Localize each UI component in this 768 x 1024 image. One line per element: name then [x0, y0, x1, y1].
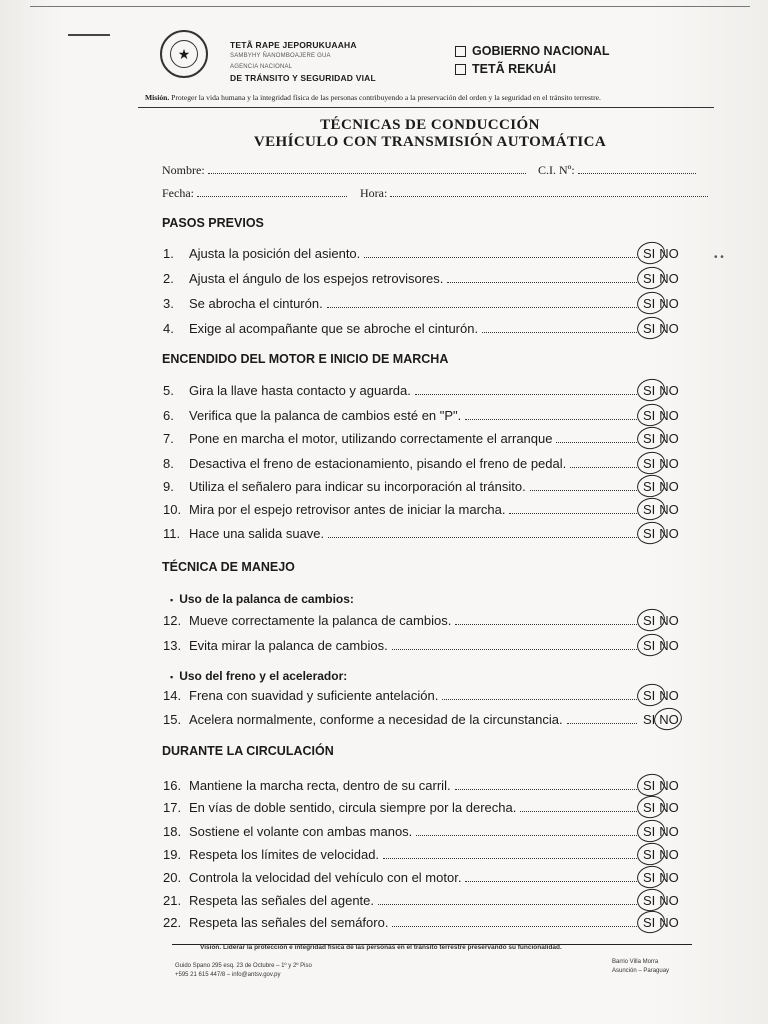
checklist-item: [163, 271, 703, 289]
answer-no-label: NO: [659, 479, 679, 494]
subsection-freno-label: Uso del freno y el acelerador:: [179, 669, 348, 683]
answer-options: [643, 271, 703, 286]
answer-si[interactable]: [643, 479, 655, 494]
answer-options: [643, 502, 703, 517]
item-text: Ajusta el ángulo de los espejos retrovisores.: [189, 271, 444, 286]
answer-si-label: SI: [643, 271, 656, 286]
answer-si[interactable]: [643, 893, 655, 908]
answer-si-label: SI: [643, 502, 656, 517]
item-text: En vías de doble sentido, circula siempre por la derecha.: [189, 800, 517, 815]
checklist-item: [163, 778, 703, 796]
answer-si[interactable]: [643, 502, 655, 517]
answer-no[interactable]: [659, 383, 679, 398]
answer-no[interactable]: [659, 870, 679, 885]
answer-options: [643, 613, 703, 628]
answer-options: [643, 824, 703, 839]
answer-options: [643, 408, 703, 423]
answer-options: [643, 456, 703, 471]
header-divider: [138, 107, 714, 108]
answer-si-label: SI: [643, 408, 656, 423]
item-number: 14.: [163, 688, 182, 703]
leader-dots: [392, 916, 637, 927]
item-number: 2.: [163, 271, 174, 286]
answer-no[interactable]: [659, 321, 679, 336]
ink-smudge: • •: [714, 252, 724, 263]
answer-options: [643, 431, 703, 446]
leader-dots: [447, 272, 637, 283]
item-number: 18.: [163, 824, 182, 839]
item-text: Mira por el espejo retrovisor antes de iniciar la marcha.: [189, 502, 506, 517]
item-text: Verifica que la palanca de cambios esté en "P".: [189, 408, 462, 423]
answer-no-label: NO: [659, 847, 679, 862]
answer-no-label: NO: [659, 870, 679, 885]
answer-options: [643, 847, 703, 862]
checklist-item: [163, 613, 703, 631]
org-right-line2: TETÃ REKUÁI: [472, 62, 557, 76]
leader-dots: [465, 871, 637, 882]
answer-si-label: SI: [643, 712, 656, 727]
item-text: Gira la llave hasta contacto y aguarda.: [189, 383, 411, 398]
item-number: 9.: [163, 479, 174, 494]
item-number: 10.: [163, 502, 182, 517]
nombre-label: Nombre:: [162, 163, 205, 177]
answer-options: [643, 688, 703, 703]
vision-statement: Visión. Liderar la protección e integridad física de las personas en el tránsito terrestre preservando su funcionalidad.: [200, 944, 562, 951]
item-text: Acelera normalmente, conforme a necesidad de la circunstancia.: [189, 712, 563, 727]
checklist-item: [163, 893, 703, 911]
answer-no-label: NO: [659, 246, 679, 261]
section-encendido: ENCENDIDO DEL MOTOR E INICIO DE MARCHA: [162, 352, 449, 366]
answer-si[interactable]: [643, 688, 655, 703]
answer-no[interactable]: [659, 915, 679, 930]
answer-si-label: SI: [643, 479, 656, 494]
answer-options: [643, 296, 703, 311]
item-number: 15.: [163, 712, 182, 727]
footer-address: [175, 962, 312, 980]
leader-dots: [567, 713, 637, 724]
answer-options: [643, 870, 703, 885]
no-circle-mark: [653, 706, 684, 733]
answer-options: [643, 479, 703, 494]
mission-label: Misión.: [145, 93, 170, 102]
org-left-line3: AGENCIA NACIONAL: [230, 64, 293, 70]
item-number: 1.: [163, 246, 174, 261]
checklist-item: [163, 431, 703, 449]
answer-si-label: SI: [643, 246, 656, 261]
answer-si[interactable]: [643, 778, 655, 793]
document-subtitle: VEHÍCULO CON TRANSMISIÓN AUTOMÁTICA: [253, 134, 607, 150]
checklist-item: [163, 688, 703, 706]
item-number: 7.: [163, 431, 174, 446]
answer-no-label: NO: [659, 456, 679, 471]
answer-si[interactable]: [643, 321, 655, 336]
checklist-item: [163, 870, 703, 888]
answer-options: [643, 526, 703, 541]
leader-dots: [455, 779, 637, 790]
item-text: Pone en marcha el motor, utilizando correctamente el arranque: [189, 431, 553, 446]
ci-blank[interactable]: [578, 164, 696, 174]
answer-options: [643, 915, 703, 930]
answer-si-label: SI: [643, 824, 656, 839]
item-text: Respeta las señales del agente.: [189, 893, 375, 908]
nombre-blank[interactable]: [208, 164, 526, 174]
answer-no[interactable]: [659, 847, 679, 862]
answer-no-label: NO: [659, 893, 679, 908]
nombre-field[interactable]: [162, 163, 526, 178]
leader-dots: [482, 322, 637, 333]
answer-si[interactable]: [643, 408, 655, 423]
leader-dots: [364, 247, 637, 258]
checklist-item: [163, 246, 703, 264]
leader-dots: [520, 801, 637, 812]
checklist-item: [163, 321, 703, 339]
subsection-palanca: [170, 592, 354, 606]
answer-options: [643, 712, 703, 727]
section-circulacion: DURANTE LA CIRCULACIÓN: [162, 744, 334, 758]
answer-si[interactable]: [643, 383, 655, 398]
answer-si[interactable]: [643, 915, 655, 930]
checklist-item: [163, 915, 703, 933]
item-number: 4.: [163, 321, 174, 336]
answer-si[interactable]: [643, 296, 655, 311]
answer-no[interactable]: [659, 271, 679, 286]
ci-field[interactable]: [538, 163, 696, 178]
section-tecnica-manejo: TÉCNICA DE MANEJO: [162, 560, 295, 574]
leader-dots: [465, 409, 637, 420]
answer-options: [643, 246, 703, 261]
item-number: 11.: [163, 526, 181, 541]
answer-no[interactable]: [659, 712, 679, 727]
answer-no[interactable]: [659, 778, 679, 793]
subsection-palanca-label: Uso de la palanca de cambios:: [179, 592, 354, 606]
item-text: Ajusta la posición del asiento.: [189, 246, 361, 261]
answer-no-label: NO: [659, 638, 679, 653]
item-text: Sostiene el volante con ambas manos.: [189, 824, 413, 839]
answer-si-label: SI: [643, 800, 656, 815]
item-text: Exige al acompañante que se abroche el cinturón.: [189, 321, 479, 336]
answer-si-label: SI: [643, 613, 656, 628]
answer-no[interactable]: [659, 613, 679, 628]
answer-options: [643, 893, 703, 908]
answer-no-label: NO: [659, 688, 679, 703]
mission-text: Proteger la vida humana y la integridad física de las personas contribuyendo a la preservación del orden y la seguridad en el tránsito terrestre.: [171, 93, 601, 102]
answer-si[interactable]: [643, 613, 655, 628]
leader-dots: [509, 503, 637, 514]
answer-si[interactable]: [643, 456, 655, 471]
item-number: 22.: [163, 915, 182, 930]
leader-dots: [530, 480, 637, 491]
answer-no-label: NO: [659, 712, 679, 727]
item-text: Respeta los límites de velocidad.: [189, 847, 380, 862]
answer-si-label: SI: [643, 893, 656, 908]
leader-dots: [556, 432, 637, 443]
checklist-item: [163, 526, 703, 544]
answer-si-label: SI: [643, 688, 656, 703]
fecha-label: Fecha:: [162, 186, 194, 200]
bullet-icon: ▪: [170, 594, 174, 605]
leader-dots: [392, 639, 637, 650]
checklist-item: [163, 824, 703, 842]
answer-si-label: SI: [643, 778, 656, 793]
answer-no-label: NO: [659, 431, 679, 446]
answer-si[interactable]: [643, 847, 655, 862]
answer-no[interactable]: [659, 800, 679, 815]
checklist-item: [163, 456, 703, 474]
answer-si[interactable]: [643, 271, 655, 286]
answer-no[interactable]: [659, 893, 679, 908]
answer-no[interactable]: [659, 638, 679, 653]
org-right-line1: GOBIERNO NACIONAL: [472, 44, 610, 58]
fecha-field[interactable]: [162, 186, 347, 201]
item-number: 13.: [163, 638, 182, 653]
answer-si-label: SI: [643, 870, 656, 885]
location-line1: Barrio Villa Morra: [612, 959, 659, 965]
fecha-blank[interactable]: [197, 187, 347, 197]
checklist-item: [163, 847, 703, 865]
answer-no-label: NO: [659, 613, 679, 628]
scan-edge-line: [30, 6, 750, 7]
org-left-line1: TETÃ RAPE JEPORUKUAAHA: [230, 40, 357, 50]
national-seal-icon: ★: [160, 30, 208, 78]
checklist-item: [163, 479, 703, 497]
answer-no-label: NO: [659, 502, 679, 517]
answer-options: [643, 383, 703, 398]
item-number: 6.: [163, 408, 174, 423]
answer-no-label: NO: [659, 800, 679, 815]
answer-no[interactable]: [659, 526, 679, 541]
item-number: 5.: [163, 383, 174, 398]
answer-no-label: NO: [659, 321, 679, 336]
footer-location: [612, 958, 669, 976]
checklist-item: [163, 712, 703, 730]
leader-dots: [328, 527, 637, 538]
checklist-item: [163, 383, 703, 401]
answer-si[interactable]: [643, 870, 655, 885]
item-text: Utiliza el señalero para indicar su incorporación al tránsito.: [189, 479, 526, 494]
answer-no-label: NO: [659, 296, 679, 311]
answer-no[interactable]: [659, 296, 679, 311]
answer-si[interactable]: [643, 800, 655, 815]
answer-options: [643, 778, 703, 793]
item-number: 21.: [163, 893, 182, 908]
checklist-item: [163, 800, 703, 818]
answer-no-label: NO: [659, 526, 679, 541]
item-text: Mueve correctamente la palanca de cambios.: [189, 613, 452, 628]
item-text: Frena con suavidad y suficiente antelación.: [189, 688, 439, 703]
answer-no-label: NO: [659, 915, 679, 930]
answer-si-label: SI: [643, 321, 656, 336]
answer-no-label: NO: [659, 824, 679, 839]
agency-name-block: [230, 40, 376, 84]
answer-si[interactable]: [643, 431, 655, 446]
item-text: Hace una salida suave.: [189, 526, 325, 541]
answer-no-label: NO: [659, 383, 679, 398]
leader-dots: [378, 894, 637, 905]
item-text: Evita mirar la palanca de cambios.: [189, 638, 388, 653]
answer-no[interactable]: [659, 479, 679, 494]
answer-si[interactable]: [643, 824, 655, 839]
leader-dots: [327, 297, 637, 308]
answer-si[interactable]: [643, 638, 655, 653]
hora-field[interactable]: [360, 186, 708, 201]
item-number: 20.: [163, 870, 182, 885]
ci-label: C.I. Nº:: [538, 163, 575, 177]
checklist-item: [163, 408, 703, 426]
answer-si-label: SI: [643, 383, 656, 398]
answer-no-label: NO: [659, 408, 679, 423]
answer-no[interactable]: [659, 824, 679, 839]
gov-logo-icon: [455, 46, 466, 57]
answer-si-label: SI: [643, 915, 656, 930]
item-number: 3.: [163, 296, 174, 311]
document-title: TÉCNICAS DE CONDUCCIÓN: [320, 117, 540, 133]
answer-options: [643, 321, 703, 336]
subsection-freno: [170, 669, 347, 683]
item-number: 12.: [163, 613, 182, 628]
checklist-item: [163, 638, 703, 656]
answer-options: [643, 800, 703, 815]
address-line2: +595 21 615 447/8 – info@antsv.gov.py: [175, 972, 281, 978]
answer-si-label: SI: [643, 456, 656, 471]
leader-dots: [383, 848, 637, 859]
item-text: Desactiva el freno de estacionamiento, pisando el freno de pedal.: [189, 456, 567, 471]
answer-no[interactable]: [659, 431, 679, 446]
item-text: Respeta las señales del semáforo.: [189, 915, 389, 930]
leader-dots: [416, 825, 637, 836]
checklist-item: [163, 502, 703, 520]
answer-no[interactable]: [659, 246, 679, 261]
item-text: Se abrocha el cinturón.: [189, 296, 323, 311]
item-number: 8.: [163, 456, 174, 471]
answer-si-label: SI: [643, 431, 656, 446]
government-logo-block: [455, 42, 610, 78]
answer-si-label: SI: [643, 296, 656, 311]
section-pasos-previos: PASOS PREVIOS: [162, 216, 264, 230]
leader-dots: [442, 689, 637, 700]
leader-dots: [455, 614, 637, 625]
answer-no-label: NO: [659, 271, 679, 286]
bullet-icon: ▪: [170, 671, 174, 682]
org-left-line2: SAMBYHY ÑANOMBOAJERE GUA: [230, 53, 331, 59]
answer-si-label: SI: [643, 526, 656, 541]
teta-logo-icon: [455, 64, 466, 75]
answer-si-label: SI: [643, 638, 656, 653]
answer-no[interactable]: [659, 688, 679, 703]
leader-dots: [570, 457, 637, 468]
hora-blank[interactable]: [390, 187, 708, 197]
scan-mark: [68, 34, 110, 36]
item-text: Controla la velocidad del vehículo con el motor.: [189, 870, 462, 885]
answer-no[interactable]: [659, 408, 679, 423]
answer-no[interactable]: [659, 502, 679, 517]
answer-si-label: SI: [643, 847, 656, 862]
checklist-item: [163, 296, 703, 314]
leader-dots: [415, 384, 637, 395]
item-number: 19.: [163, 847, 182, 862]
item-number: 17.: [163, 800, 182, 815]
item-text: Mantiene la marcha recta, dentro de su carril.: [189, 778, 451, 793]
answer-no-label: NO: [659, 778, 679, 793]
item-number: 16.: [163, 778, 182, 793]
answer-no[interactable]: [659, 456, 679, 471]
org-left-line4: DE TRÁNSITO Y SEGURIDAD VIAL: [230, 73, 376, 83]
answer-si[interactable]: [643, 246, 655, 261]
answer-options: [643, 638, 703, 653]
hora-label: Hora:: [360, 186, 388, 200]
answer-si[interactable]: [643, 526, 655, 541]
location-line2: Asunción – Paraguay: [612, 968, 670, 974]
mission-statement: [145, 93, 725, 102]
address-line1: Guido Spano 295 esq. 23 de Octubre – 1º y 2º Piso: [175, 963, 312, 969]
